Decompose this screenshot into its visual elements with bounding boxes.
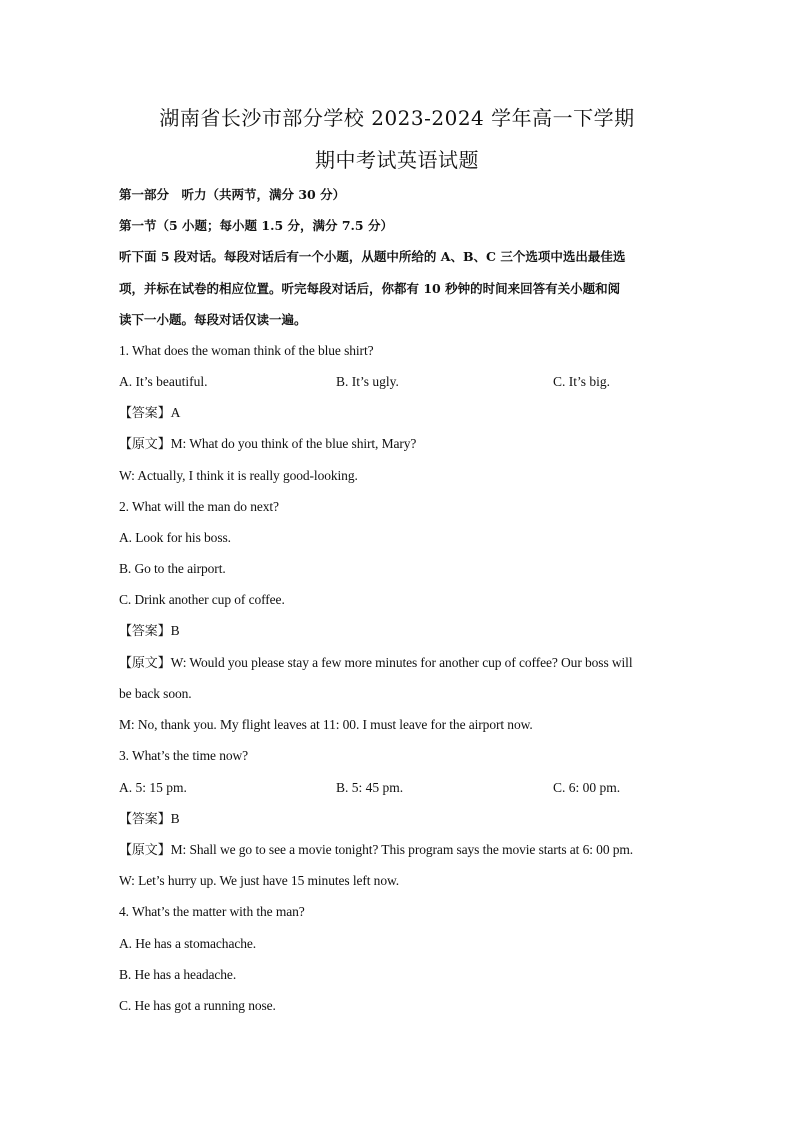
answer-label: 【答案】 — [119, 812, 171, 827]
question-4-option-b: B. He has a headache. — [119, 967, 237, 982]
question-2-stem: 2. What will the man do next? — [119, 499, 279, 514]
transcript-label: 【原文】 — [119, 437, 171, 452]
transcript-text: M: What do you think of the blue shirt, Mary? — [170, 436, 417, 451]
answer-value: B — [170, 623, 180, 638]
question-1-answer — [119, 403, 180, 424]
question-4-option-c: C. He has got a running nose. — [119, 998, 276, 1013]
question-2-transcript-line-3: M: No, thank you. My flight leaves at 11: 00. I must leave for the airport now. — [119, 717, 533, 732]
answer-label: 【答案】 — [119, 406, 171, 421]
question-2-answer — [119, 621, 180, 642]
question-1-stem: 1. What does the woman think of the blue shirt? — [119, 343, 374, 358]
question-2-option-a: A. Look for his boss. — [119, 530, 231, 545]
question-1-transcript-line-2: W: Actually, I think it is really good-looking. — [119, 468, 358, 483]
answer-value: A — [170, 405, 181, 420]
question-3-option-a: A. 5: 15 pm. — [119, 780, 187, 795]
question-2-transcript-line-1 — [119, 653, 633, 674]
question-3-transcript-line-2: W: Let’s hurry up. We just have 15 minutes left now. — [119, 873, 400, 888]
question-1-option-a: A. It’s beautiful. — [119, 374, 208, 389]
instruction-line-1: 听下面 5 段对话。每段对话后有一个小题，从题中所给的 A、B、C 三个选项中选出最佳选 — [119, 249, 626, 264]
document-title-line-2: 期中考试英语试题 — [315, 148, 479, 172]
question-2-transcript-line-2: be back soon. — [119, 686, 192, 701]
part-heading: 第一部分 听力（共两节，满分 30 分） — [119, 187, 346, 202]
question-3-option-c: C. 6: 00 pm. — [553, 780, 621, 795]
question-3-stem: 3. What’s the time now? — [119, 748, 249, 763]
question-3-transcript-line-1 — [119, 840, 633, 861]
document-title-line-1: 湖南省长沙市部分学校 2023-2024 学年高一下学期 — [159, 106, 635, 130]
question-1-option-c: C. It’s big. — [553, 374, 611, 389]
question-4-option-a: A. He has a stomachache. — [119, 936, 257, 951]
instruction-line-3: 读下一小题。每段对话仅读一遍。 — [119, 312, 307, 327]
question-1-transcript-line-1 — [119, 434, 416, 455]
transcript-label: 【原文】 — [119, 656, 171, 671]
answer-value: B — [170, 811, 180, 826]
transcript-label: 【原文】 — [119, 843, 171, 858]
transcript-text: M: Shall we go to see a movie tonight? This program says the movie starts at 6: 00 pm. — [170, 842, 634, 857]
answer-label: 【答案】 — [119, 624, 171, 639]
question-2-option-b: B. Go to the airport. — [119, 561, 226, 576]
instruction-line-2: 项，并标在试卷的相应位置。听完每段对话后，你都有 10 秒钟的时间来回答有关小题和阅 — [119, 281, 621, 296]
question-3-answer — [119, 809, 180, 830]
question-2-option-c: C. Drink another cup of coffee. — [119, 592, 285, 607]
subsection-heading: 第一节（5 小题；每小题 1.5 分，满分 7.5 分） — [119, 218, 393, 233]
question-3-option-b: B. 5: 45 pm. — [336, 780, 404, 795]
question-4-stem: 4. What’s the matter with the man? — [119, 904, 305, 919]
transcript-text: W: Would you please stay a few more minutes for another cup of coffee? Our boss will — [170, 655, 633, 670]
question-1-option-b: B. It’s ugly. — [336, 374, 399, 389]
